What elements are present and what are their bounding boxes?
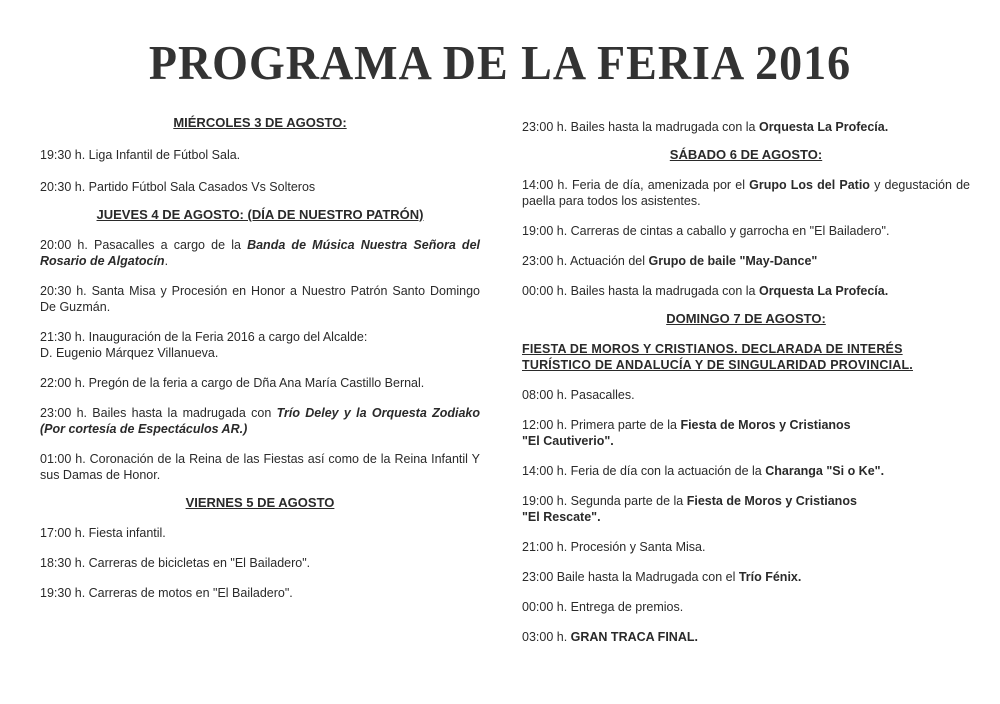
- event-text: 23:00 h. Bailes hasta la madrugada con: [40, 406, 277, 420]
- event-highlight: Orquesta La Profecía.: [758, 284, 889, 298]
- event-item: [522, 253, 970, 269]
- event-item: 08:00 h. Pasacalles.: [522, 388, 635, 402]
- event-highlight: Banda de Música Nuestra Señora del Rosario de Algatocín: [40, 238, 480, 268]
- day-heading-friday: VIERNES 5 DE AGOSTO: [185, 495, 335, 510]
- event-item: 20:30 h. Partido Fútbol Sala Casados Vs Solteros: [40, 180, 316, 194]
- right-column: [522, 119, 970, 645]
- event-highlight: Charanga "Si o Ke".: [765, 464, 885, 478]
- event-highlight: "El Cautiverio".: [522, 434, 614, 448]
- event-text: 19:00 h. Segunda parte de la: [522, 494, 687, 508]
- event-item: 19:00 h. Carreras de cintas a caballo y garrocha en "El Bailadero".: [522, 224, 890, 238]
- event-item: [40, 237, 480, 269]
- event-text: 14:00 h. Feria de día con la actuación de la: [522, 464, 766, 478]
- event-item: [40, 329, 480, 361]
- event-item: [522, 417, 970, 449]
- event-item: 01:00 h. Coronación de la Reina de las Fiestas así como de la Reina Infantil Y sus Damas de Honor.: [40, 452, 480, 482]
- event-item: 22:00 h. Pregón de la feria a cargo de Dña Ana María Castillo Bernal.: [40, 376, 425, 390]
- event-text: 00:00 h. Bailes hasta la madrugada con la: [522, 284, 759, 298]
- event-item: 19:30 h. Liga Infantil de Fútbol Sala.: [40, 148, 241, 162]
- day-heading-thursday: JUEVES 4 DE AGOSTO: (DÍA DE NUESTRO PATRÓN): [96, 207, 424, 222]
- event-text: 14:00 h. Feria de día, amenizada por el: [522, 178, 750, 192]
- event-highlight: GRAN TRACA FINAL.: [570, 630, 698, 644]
- event-item: 17:00 h. Fiesta infantil.: [40, 526, 166, 540]
- event-item: [522, 629, 970, 645]
- left-column: [40, 115, 480, 601]
- event-item: [522, 283, 970, 299]
- special-notice: [522, 341, 970, 373]
- special-notice-line: FIESTA DE MOROS Y CRISTIANOS. DECLARADA DE INTERÉS: [522, 342, 903, 356]
- event-text: D. Eugenio Márquez Villanueva.: [40, 346, 219, 360]
- event-highlight: "El Rescate".: [522, 510, 601, 524]
- page-title: PROGRAMA DE LA FERIA 2016: [148, 35, 852, 90]
- event-item: [522, 569, 970, 585]
- event-highlight: Fiesta de Moros y Cristianos: [680, 418, 851, 432]
- day-heading-saturday: SÁBADO 6 DE AGOSTO:: [669, 147, 823, 162]
- event-text: 21:30 h. Inauguración de la Feria 2016 a cargo del Alcalde:: [40, 330, 368, 344]
- event-item: [522, 177, 970, 209]
- event-highlight: Trío Fénix.: [738, 570, 802, 584]
- event-item: 18:30 h. Carreras de bicicletas en "El Bailadero".: [40, 556, 311, 570]
- event-highlight: Grupo de baile "May-Dance": [648, 254, 818, 268]
- event-item: 19:30 h. Carreras de motos en "El Bailadero".: [40, 586, 293, 600]
- event-text: .: [164, 254, 169, 268]
- event-highlight: Fiesta de Moros y Cristianos: [686, 494, 857, 508]
- event-text: 12:00 h. Primera parte de la: [522, 418, 681, 432]
- event-text: y degustación de paella para todos los asistentes.: [522, 178, 970, 208]
- event-item: [40, 405, 480, 437]
- event-item: [522, 119, 970, 135]
- event-highlight: Orquesta La Profecía.: [758, 120, 889, 134]
- event-text: 23:00 h. Bailes hasta la madrugada con la: [522, 120, 759, 134]
- event-item: [522, 463, 970, 479]
- event-highlight: Grupo Los del Patio: [749, 178, 870, 192]
- event-item: [522, 493, 970, 525]
- event-text: 03:00 h.: [522, 630, 571, 644]
- event-text: 23:00 Baile hasta la Madrugada con el: [522, 570, 739, 584]
- day-heading-sunday: DOMINGO 7 DE AGOSTO:: [666, 311, 826, 326]
- event-item: 20:30 h. Santa Misa y Procesión en Honor a Nuestro Patrón Santo Domingo De Guzmán.: [40, 284, 480, 314]
- event-text: 20:00 h. Pasacalles a cargo de la: [40, 238, 248, 252]
- day-heading-wednesday: MIÉRCOLES 3 DE AGOSTO:: [173, 115, 347, 130]
- event-item: 00:00 h. Entrega de premios.: [522, 600, 684, 614]
- event-text: 23:00 h. Actuación del: [522, 254, 649, 268]
- event-highlight: Trío Deley y la Orquesta Zodiako (Por cortesía de Espectáculos AR.): [40, 406, 481, 436]
- event-item: 21:00 h. Procesión y Santa Misa.: [522, 540, 706, 554]
- special-notice-line: TURÍSTICO DE ANDALUCÍA Y DE SINGULARIDAD PROVINCIAL.: [522, 358, 913, 372]
